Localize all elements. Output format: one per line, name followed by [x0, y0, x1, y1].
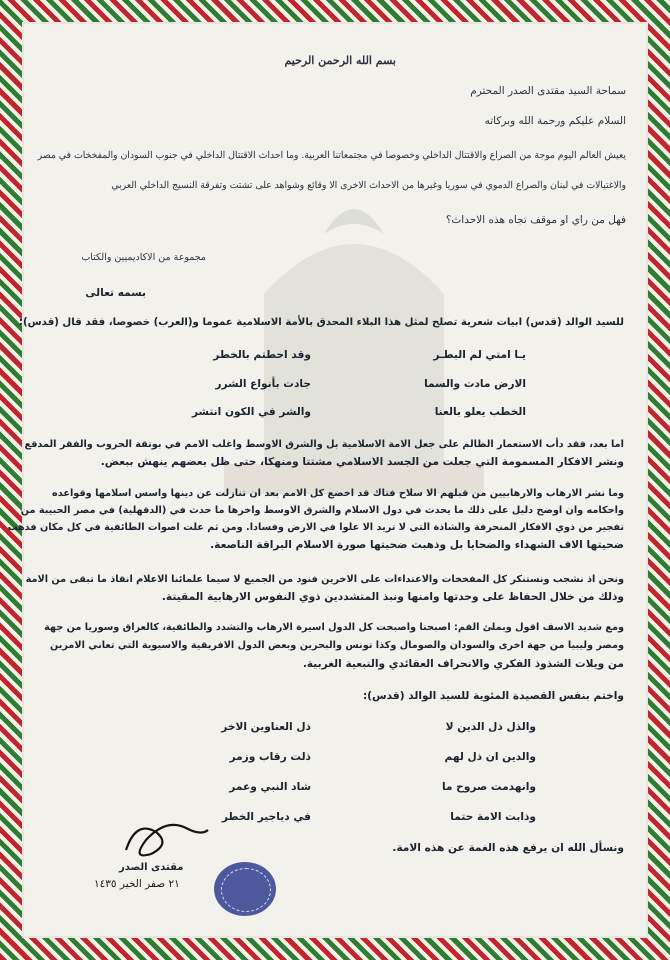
question-line: والاغتيالات في لبنان والصراع الدموي في سوريا وغيرها من الاحداث الاخرى الا وقائع وشواهد على تشتت وتفرقة النسيج الداخلي العربي [111, 180, 626, 191]
paragraph-line: واحكامه وان اوضح دليل على ذلك ما يحدث في دول الاسلام والشرق الاوسط واخرها ما حدث في (الدقهلية) في مصر الحبيبة من [20, 505, 624, 516]
closing-intro: واختم بنفس القصيدة المئوية للسيد الوالد (قدس): [362, 690, 624, 702]
poem-verse: وذابت الامة حتما [450, 811, 536, 823]
closing-prayer: ونسأل الله ان يرفع هذه الغمة عن هذه الامة. [392, 842, 624, 854]
reply-intro: للسيد الوالد (قدس) ابيات شعرية تصلح لمثل هذا البلاء المحدق بالأمة الاسلامية عموما و(العرب) خصوصا، فقد قال (قدس): [18, 317, 624, 328]
handwritten-signature [116, 810, 216, 866]
poem-verse: الارض مادت والسما [424, 378, 526, 390]
paragraph-line: ومصر وليبيا من جهة اخرى والسودان والصومال وكذا تونس والبحرين وبعض الدول الافريقية والاسيوية التي تعاني الامرين [49, 640, 624, 651]
poem-verse: وانهدمت صروح ما [441, 781, 536, 793]
paragraph-line: وذلك من خلال الحفاظ على وحدتها وامنها ونبذ المتشددين ذوي النفوس الارهابية المقيتة. [161, 591, 624, 603]
paragraph-line: ضحيتها الاف الشهداء والضحايا بل وذهبت ضحيتها صورة الاسلام البراقة الناصعة. [210, 539, 624, 551]
poem-verse: جادت بأنواع الشرر [215, 378, 311, 390]
poem-verse: شاد النبي وعمر [229, 781, 311, 793]
poem-verse: ذل العناوين الاخر [221, 721, 311, 733]
letter-page [7, 24, 646, 936]
poem-verse: والدين ان ذل لهم [444, 751, 536, 763]
question-line: يعيش العالم اليوم موجة من الصراع والاقتتال الداخلي وخصوصا في مجتمعاتنا العربية. وما احداث الاقتتال الداخلي في جنوب السودان والمفخخات في مصر [37, 150, 626, 161]
paragraph-line: وما نشر الارهاب والارهابيين من قبلهم الا سلاح فتاك قد اخضع كل الامم بعد ان تنازلت عن دينها واسس اسلامها وقواعده [52, 488, 624, 499]
question-line: فهل من راي او موقف تجاه هذه الاحداث؟ [445, 214, 626, 226]
paragraph-line: ونشر الافكار المسمومة التي جعلت من الجسد الاسلامي مشتتا ومنهكا، حتى ظل بعضهم ينهش ببعض. [100, 456, 624, 468]
poem-verse: يـا امتي لم البطـر [433, 349, 526, 361]
paragraph-line: ومع شديد الاسف اقول وبملئ الفم: اصبحنا واصبحت كل الدول اسيرة الارهاب والتشدد والطائفية، كالعراق وسوريا من جهة [44, 622, 624, 633]
poem-verse: الخطب يعلو بالعنا [434, 406, 526, 418]
signature-date: ٢١ صفر الخير ١٤٣٥ [94, 878, 180, 890]
paragraph-line: اما بعد، فقد دأب الاستعمار الظالم على جعل الامة الاسلامية بل والشرق الاوسط واغلب الامم في بوتقة الحروب والفقر المدقع [24, 439, 624, 450]
poem-verse: وقد احطتم بالخطر [213, 349, 311, 361]
poem-verse: والشر في الكون انتشر [191, 406, 311, 418]
poem-verse: ذلت رقاب وزمر [229, 751, 311, 763]
reply-title: بسمه تعالى [85, 287, 146, 299]
greeting: السلام عليكم ورحمة الله وبركاته [484, 115, 626, 127]
sender: مجموعة من الاكاديميين والكتاب [81, 252, 206, 263]
paragraph-line: تفجير من ذوي الافكار المنحرفة والشاذة التي لا تريد الا علوا في الارض وفسادا. ومن ثم علت اصوات الطائفية في كل مكان فذهب [7, 522, 624, 533]
paragraph-line: ونحن اذ نشجب ونستنكر كل المفخخات والاعتداءات على الاخرين فنود من الجميع لا سيما علمائنا الاعلام انقاذ ما تبقى من الامة [25, 574, 624, 585]
paragraph-line: من ويلات الشذوذ الفكري والانحراف العقائدي والتبعية الغربية. [302, 658, 624, 670]
signature-name: مقتدى الصدر [119, 862, 184, 873]
basmala: بسم الله الرحمن الرحيم [284, 54, 396, 67]
poem-verse: في دياجير الخطر [221, 811, 311, 823]
poem-verse: والذل ذل الدين لا [445, 721, 536, 733]
addressee: سماحة السيد مقتدى الصدر المحترم [470, 85, 626, 97]
official-stamp [214, 862, 276, 916]
